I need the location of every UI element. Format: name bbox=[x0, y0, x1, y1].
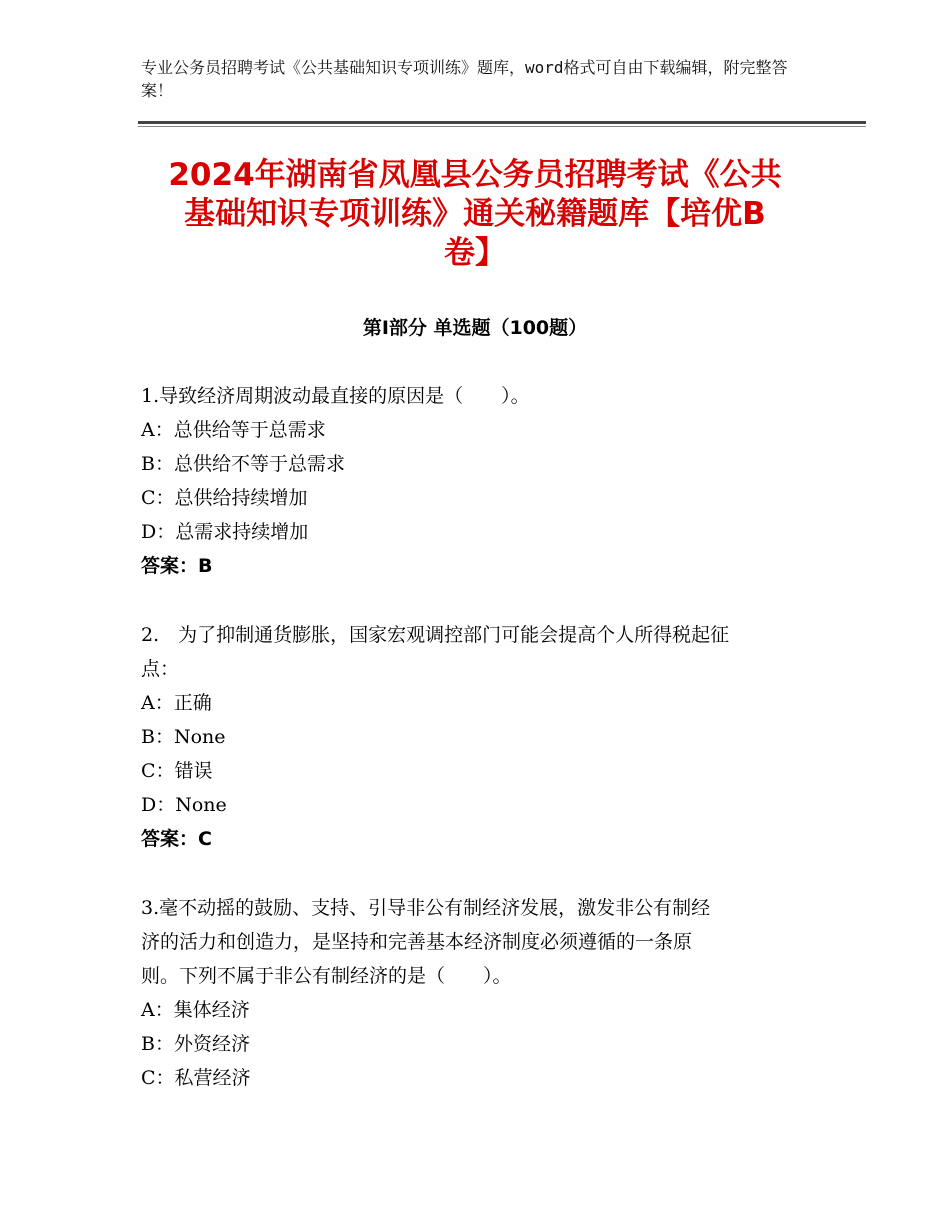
question-2-option-d: D：None bbox=[141, 794, 227, 816]
question-2-text-line-2: 点： bbox=[141, 658, 180, 680]
document-title bbox=[140, 156, 810, 273]
question-2 bbox=[141, 618, 811, 856]
question-1-option-b: B：总供给不等于总需求 bbox=[141, 453, 345, 475]
question-1-option-c: C：总供给持续增加 bbox=[141, 487, 308, 509]
header-note: 专业公务员招聘考试《公共基础知识专项训练》题库，word格式可自由下载编辑，附完整答案！ bbox=[141, 58, 788, 100]
question-2-option-a: A：正确 bbox=[141, 692, 212, 714]
question-2-option-c: C：错误 bbox=[141, 760, 213, 782]
question-1-answer bbox=[141, 549, 811, 583]
question-3-text-line-3: 则。下列不属于非公有制经济的是（ ）。 bbox=[141, 965, 512, 987]
question-3-text-line-1: 3.毫不动摇的鼓励、支持、引导非公有制经济发展，激发非公有制经 bbox=[141, 897, 711, 919]
title-line-1: 2024年湖南省凤凰县公务员招聘考试《公共 bbox=[168, 157, 782, 193]
answer-label: 答案： bbox=[141, 555, 199, 577]
question-1-text: 1.导致经济周期波动最直接的原因是（ ）。 bbox=[141, 385, 530, 407]
title-line-3: 卷】 bbox=[444, 235, 506, 271]
header-divider-thin bbox=[138, 126, 866, 127]
question-1 bbox=[141, 379, 811, 583]
question-3-text-line-2: 济的活力和创造力，是坚持和完善基本经济制度必须遵循的一条原 bbox=[141, 931, 693, 953]
title-line-2: 基础知识专项训练》通关秘籍题库【培优B bbox=[184, 196, 766, 232]
question-3-option-c: C：私营经济 bbox=[141, 1067, 251, 1089]
answer-value: B bbox=[198, 555, 213, 577]
header-divider bbox=[138, 121, 866, 124]
question-3-option-a: A：集体经济 bbox=[141, 999, 250, 1021]
question-1-option-d: D：总需求持续增加 bbox=[141, 521, 309, 543]
question-2-option-b: B：None bbox=[141, 726, 226, 748]
question-1-option-a: A：总供给等于总需求 bbox=[141, 419, 326, 441]
question-3-option-b: B：外资经济 bbox=[141, 1033, 250, 1055]
answer-label: 答案： bbox=[141, 828, 199, 850]
question-2-answer bbox=[141, 822, 811, 856]
question-3 bbox=[141, 891, 811, 1095]
section-title: 第Ⅰ部分 单选题（100题） bbox=[362, 317, 588, 339]
question-2-text-line-1: 2. 为了抑制通货膨胀，国家宏观调控部门可能会提高个人所得税起征 bbox=[141, 624, 730, 646]
answer-value: C bbox=[198, 828, 212, 850]
